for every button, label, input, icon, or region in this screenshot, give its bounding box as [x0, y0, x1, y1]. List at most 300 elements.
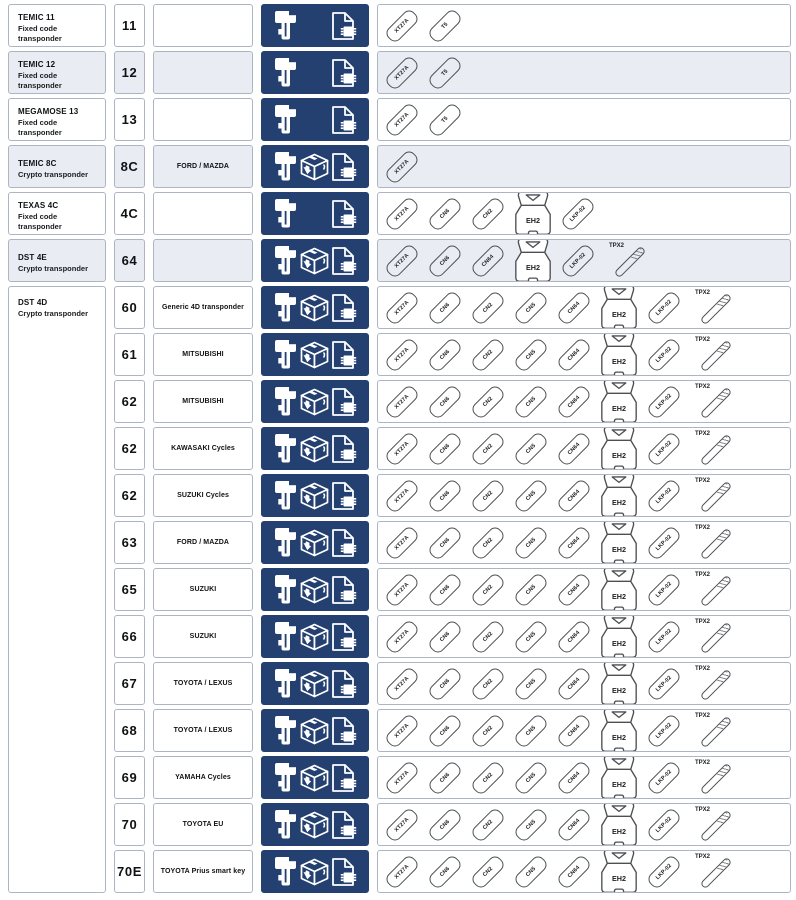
- compatible-chips-cell: [377, 51, 791, 94]
- transponder-code-cell: 11: [114, 4, 145, 47]
- transponder-chip: [424, 51, 466, 94]
- chip-label: EH2: [611, 732, 627, 742]
- package-icon: [299, 341, 330, 369]
- transponder-chip-glass-tube: [686, 474, 740, 517]
- transponder-family-type: Fixed code transponder: [18, 211, 62, 231]
- transponder-code-cell: 70E: [114, 850, 145, 893]
- transponder-code-cell: 61: [114, 333, 145, 376]
- transponder-chip: [467, 192, 509, 235]
- document-chip-icon: [330, 857, 358, 887]
- transponder-chip-electronic-head: [596, 521, 642, 564]
- operations-cell: [261, 239, 369, 282]
- vehicle-cell: YAMAHA Cycles: [153, 756, 253, 799]
- chip-label: XT27A: [384, 665, 421, 702]
- transponder-code-cell: 62: [114, 474, 145, 517]
- chip-label: XT27A: [384, 571, 421, 608]
- chip-label: CN2: [470, 853, 507, 890]
- package-icon: [299, 294, 330, 322]
- transponder-chip: [381, 286, 423, 329]
- transponder-chip: [510, 756, 552, 799]
- vehicle-cell: MITSUBISHI: [153, 380, 253, 423]
- transponder-chip-glass-tube: [686, 850, 740, 893]
- glass-tube-shape-icon: [700, 622, 733, 655]
- chip-label: TPX2: [609, 243, 625, 249]
- transponder-chip: [424, 192, 466, 235]
- transponder-chip-electronic-head: [596, 474, 642, 517]
- chip-label: T5: [427, 54, 464, 91]
- package-icon: [299, 529, 330, 557]
- operations-cell: [261, 145, 369, 188]
- document-chip-icon: [330, 528, 358, 558]
- document-chip-icon: [330, 58, 358, 88]
- transponder-family-name: TEMIC 8C: [18, 158, 57, 168]
- chip-label: CN6: [427, 383, 464, 420]
- package-icon: [299, 811, 330, 839]
- chip-label: EH2: [525, 215, 541, 225]
- transponder-chip: [643, 286, 685, 329]
- transponder-chip: [424, 803, 466, 846]
- chip-label: CN5: [513, 853, 550, 890]
- chip-label: EH2: [611, 450, 627, 460]
- transponder-chip-electronic-head: [596, 803, 642, 846]
- chip-label: LKP-02: [646, 524, 683, 561]
- chip-label: XT27A: [384, 430, 421, 467]
- transponder-chip-glass-tube: [686, 333, 740, 376]
- package-icon: [299, 764, 330, 792]
- key-icon: [272, 621, 299, 652]
- transponder-chip: [643, 709, 685, 752]
- key-icon: [272, 715, 299, 746]
- transponder-chip: [510, 333, 552, 376]
- transponder-chip: [467, 380, 509, 423]
- chip-label: CN5: [513, 430, 550, 467]
- package-icon: [299, 435, 330, 463]
- transponder-chip: [510, 568, 552, 611]
- transponder-chip: [553, 427, 595, 470]
- chip-label: TPX2: [695, 384, 711, 390]
- transponder-chip: [424, 850, 466, 893]
- transponder-chip: [553, 474, 595, 517]
- compatible-chips-cell: [377, 427, 791, 470]
- transponder-chip-glass-tube: [686, 568, 740, 611]
- chip-label: CN6: [427, 336, 464, 373]
- transponder-chip: [424, 380, 466, 423]
- chip-label: EH2: [611, 779, 627, 789]
- transponder-code-cell: 60: [114, 286, 145, 329]
- transponder-chip: [381, 803, 423, 846]
- vehicle-cell: [153, 51, 253, 94]
- key-icon: [272, 57, 299, 88]
- chip-label: XT27A: [384, 853, 421, 890]
- key-icon: [272, 198, 299, 229]
- transponder-family-name: MEGAMOSE 13: [18, 106, 79, 116]
- document-chip-icon: [330, 246, 358, 276]
- chip-label: TPX2: [695, 760, 711, 766]
- key-icon: [272, 856, 299, 887]
- chip-label: EH2: [611, 826, 627, 836]
- transponder-chip-glass-tube: [686, 286, 740, 329]
- transponder-chip-glass-tube: [686, 709, 740, 752]
- glass-tube-shape-icon: [700, 434, 733, 467]
- compatible-chips-cell: [377, 803, 791, 846]
- compatible-chips-cell: [377, 98, 791, 141]
- chip-label: XT27A: [384, 54, 421, 91]
- transponder-chip: [553, 615, 595, 658]
- vehicle-cell: TOYOTA / LEXUS: [153, 662, 253, 705]
- chip-label: CN6: [427, 806, 464, 843]
- transponder-chip: [424, 286, 466, 329]
- transponder-chip: [510, 380, 552, 423]
- transponder-family-cell: [8, 192, 106, 235]
- chip-label: EH2: [611, 873, 627, 883]
- chip-label: CN64: [556, 289, 593, 326]
- transponder-chip: [467, 803, 509, 846]
- glass-tube-shape-icon: [700, 575, 733, 608]
- transponder-chip: [381, 427, 423, 470]
- chip-label: XT27A: [384, 712, 421, 749]
- transponder-family-cell: [8, 239, 106, 282]
- transponder-code-cell: 8C: [114, 145, 145, 188]
- chip-label: LKP-02: [646, 336, 683, 373]
- transponder-chip: [424, 98, 466, 141]
- transponder-family-name: TEXAS 4C: [18, 200, 59, 210]
- document-chip-icon: [330, 387, 358, 417]
- chip-label: TPX2: [695, 572, 711, 578]
- chip-label: XT27A: [384, 806, 421, 843]
- document-chip-icon: [330, 575, 358, 605]
- chip-label: CN6: [427, 571, 464, 608]
- transponder-chip-electronic-head: [596, 333, 642, 376]
- transponder-chip: [643, 850, 685, 893]
- vehicle-cell: [153, 239, 253, 282]
- transponder-chip: [467, 286, 509, 329]
- transponder-chip-glass-tube: [686, 756, 740, 799]
- chip-label: CN6: [427, 289, 464, 326]
- package-icon: [299, 153, 330, 181]
- transponder-chip: [510, 521, 552, 564]
- transponder-chip: [424, 474, 466, 517]
- compatible-chips-cell: [377, 333, 791, 376]
- transponder-chip-glass-tube: [686, 615, 740, 658]
- chip-label: EH2: [611, 356, 627, 366]
- vehicle-cell: FORD / MAZDA: [153, 145, 253, 188]
- glass-tube-shape-icon: [700, 810, 733, 843]
- transponder-chip: [467, 709, 509, 752]
- transponder-chip: [467, 756, 509, 799]
- transponder-chip-glass-tube: [686, 662, 740, 705]
- transponder-family-type: Crypto transponder: [18, 263, 89, 273]
- operations-cell: [261, 192, 369, 235]
- document-chip-icon: [330, 622, 358, 652]
- transponder-chip: [381, 709, 423, 752]
- chip-label: CN6: [427, 242, 464, 279]
- vehicle-cell: Generic 4D transponder: [153, 286, 253, 329]
- transponder-chip-glass-tube: [686, 521, 740, 564]
- document-chip-icon: [330, 810, 358, 840]
- transponder-chip: [381, 474, 423, 517]
- transponder-chip-glass-tube: [686, 803, 740, 846]
- transponder-code-cell: 64: [114, 239, 145, 282]
- chip-label: EH2: [611, 403, 627, 413]
- transponder-chip: [381, 521, 423, 564]
- transponder-chip: [381, 239, 423, 282]
- transponder-chip: [424, 662, 466, 705]
- chip-label: T5: [427, 7, 464, 44]
- transponder-chip: [643, 615, 685, 658]
- operations-cell: [261, 474, 369, 517]
- transponder-chip: [381, 333, 423, 376]
- chip-label: LKP-02: [646, 289, 683, 326]
- transponder-chip: [381, 192, 423, 235]
- operations-cell: [261, 568, 369, 611]
- transponder-chip-glass-tube: [686, 427, 740, 470]
- package-icon: [299, 717, 330, 745]
- transponder-code-cell: 62: [114, 380, 145, 423]
- vehicle-cell: FORD / MAZDA: [153, 521, 253, 564]
- vehicle-cell: TOYOTA / LEXUS: [153, 709, 253, 752]
- transponder-code-cell: 63: [114, 521, 145, 564]
- document-chip-icon: [330, 481, 358, 511]
- transponder-chip-electronic-head: [596, 850, 642, 893]
- chip-label: CN2: [470, 806, 507, 843]
- transponder-chip: [381, 756, 423, 799]
- transponder-code-cell: 4C: [114, 192, 145, 235]
- chip-label: LKP-02: [646, 853, 683, 890]
- transponder-chip: [553, 521, 595, 564]
- package-icon: [299, 858, 330, 886]
- vehicle-cell: MITSUBISHI: [153, 333, 253, 376]
- compatible-chips-cell: [377, 709, 791, 752]
- document-chip-icon: [330, 340, 358, 370]
- transponder-chip: [467, 474, 509, 517]
- transponder-chip: [467, 427, 509, 470]
- chip-label: XT27A: [384, 148, 421, 185]
- chip-label: XT27A: [384, 7, 421, 44]
- transponder-chip: [510, 850, 552, 893]
- transponder-chip-electronic-head: [596, 380, 642, 423]
- chip-label: CN6: [427, 759, 464, 796]
- transponder-chip: [424, 427, 466, 470]
- vehicle-cell: SUZUKI Cycles: [153, 474, 253, 517]
- chip-label: CN64: [556, 571, 593, 608]
- compatible-chips-cell: [377, 286, 791, 329]
- transponder-code-cell: 66: [114, 615, 145, 658]
- transponder-code-cell: 13: [114, 98, 145, 141]
- transponder-chip: [467, 521, 509, 564]
- chip-label: CN64: [556, 336, 593, 373]
- document-chip-icon: [330, 669, 358, 699]
- transponder-chip: [643, 568, 685, 611]
- transponder-family-type: Crypto transponder: [18, 309, 89, 318]
- compatible-chips-cell: [377, 192, 791, 235]
- transponder-chip: [467, 615, 509, 658]
- transponder-code-cell: 70: [114, 803, 145, 846]
- chip-label: CN5: [513, 806, 550, 843]
- transponder-chip-electronic-head: [596, 568, 642, 611]
- operations-cell: [261, 4, 369, 47]
- transponder-family-type: Fixed code transponder: [18, 70, 62, 90]
- document-chip-icon: [330, 293, 358, 323]
- transponder-family-cell: [8, 4, 106, 47]
- transponder-chip: [510, 709, 552, 752]
- transponder-chip: [381, 568, 423, 611]
- transponder-family-type: Crypto transponder: [18, 169, 89, 179]
- operations-cell: [261, 850, 369, 893]
- chip-label: CN2: [470, 430, 507, 467]
- vehicle-cell: TOYOTA Prius smart key: [153, 850, 253, 893]
- chip-label: TPX2: [695, 525, 711, 531]
- transponder-chip: [643, 427, 685, 470]
- chip-label: CN6: [427, 712, 464, 749]
- transponder-chip: [467, 239, 509, 282]
- compatible-chips-cell: [377, 145, 791, 188]
- chip-label: CN5: [513, 383, 550, 420]
- key-icon: [272, 668, 299, 699]
- compatible-chips-cell: [377, 850, 791, 893]
- transponder-chip: [643, 380, 685, 423]
- transponder-chip-electronic-head: [596, 427, 642, 470]
- chip-label: CN5: [513, 759, 550, 796]
- transponder-chip: [510, 662, 552, 705]
- transponder-chip: [643, 756, 685, 799]
- chip-label: LKP-02: [646, 618, 683, 655]
- key-icon: [272, 574, 299, 605]
- transponder-chip: [553, 709, 595, 752]
- transponder-chip: [424, 568, 466, 611]
- compatible-chips-cell: [377, 615, 791, 658]
- compatible-chips-cell: [377, 4, 791, 47]
- compatible-chips-cell: [377, 521, 791, 564]
- transponder-chip: [381, 145, 423, 188]
- transponder-chip: [381, 51, 423, 94]
- chip-label: CN5: [513, 289, 550, 326]
- chip-label: CN2: [470, 759, 507, 796]
- transponder-family-type: Fixed code transponder: [18, 23, 62, 43]
- transponder-chip: [424, 4, 466, 47]
- transponder-chip: [510, 286, 552, 329]
- chip-label: CN6: [427, 618, 464, 655]
- chip-label: CN6: [427, 430, 464, 467]
- key-icon: [272, 762, 299, 793]
- compatible-chips-cell: [377, 474, 791, 517]
- chip-label: CN5: [513, 665, 550, 702]
- vehicle-cell: [153, 192, 253, 235]
- glass-tube-shape-icon: [700, 481, 733, 514]
- chip-label: LKP-02: [560, 195, 597, 232]
- chip-label: CN64: [556, 618, 593, 655]
- chip-label: TPX2: [695, 713, 711, 719]
- transponder-family-name: DST 4D: [18, 298, 48, 307]
- transponder-code-cell: 65: [114, 568, 145, 611]
- chip-label: CN2: [470, 383, 507, 420]
- operations-cell: [261, 662, 369, 705]
- chip-label: CN6: [427, 853, 464, 890]
- transponder-chip-electronic-head: [596, 709, 642, 752]
- operations-cell: [261, 427, 369, 470]
- key-icon: [272, 433, 299, 464]
- chip-label: CN2: [470, 336, 507, 373]
- transponder-code-cell: 62: [114, 427, 145, 470]
- chip-label: CN5: [513, 336, 550, 373]
- transponder-chip-electronic-head: [596, 615, 642, 658]
- transponder-chip-electronic-head: [510, 239, 556, 282]
- transponder-chip: [557, 239, 599, 282]
- transponder-chip: [553, 568, 595, 611]
- transponder-chip: [553, 756, 595, 799]
- transponder-chip: [553, 380, 595, 423]
- document-chip-icon: [330, 11, 358, 41]
- transponder-chip-glass-tube: [600, 239, 654, 282]
- chip-label: CN2: [470, 524, 507, 561]
- chip-label: TPX2: [695, 431, 711, 437]
- vehicle-cell: TOYOTA EU: [153, 803, 253, 846]
- chip-label: CN64: [556, 712, 593, 749]
- vehicle-cell: [153, 98, 253, 141]
- document-chip-icon: [330, 152, 358, 182]
- transponder-chip: [424, 521, 466, 564]
- transponder-family-name: TEMIC 11: [18, 12, 55, 22]
- transponder-code-cell: 67: [114, 662, 145, 705]
- operations-cell: [261, 51, 369, 94]
- chip-label: XT27A: [384, 524, 421, 561]
- chip-label: TPX2: [695, 290, 711, 296]
- chip-label: LKP-02: [560, 242, 597, 279]
- transponder-chip-glass-tube: [686, 380, 740, 423]
- chip-label: CN64: [470, 242, 507, 279]
- document-chip-icon: [330, 199, 358, 229]
- vehicle-cell: SUZUKI: [153, 615, 253, 658]
- chip-label: EH2: [611, 685, 627, 695]
- transponder-chip: [510, 474, 552, 517]
- transponder-chip: [424, 709, 466, 752]
- chip-label: CN5: [513, 571, 550, 608]
- document-chip-icon: [330, 105, 358, 135]
- vehicle-cell: SUZUKI: [153, 568, 253, 611]
- transponder-chip: [510, 427, 552, 470]
- chip-label: CN64: [556, 383, 593, 420]
- operations-cell: [261, 615, 369, 658]
- chip-label: CN5: [513, 477, 550, 514]
- transponder-family-cell: [8, 286, 106, 893]
- glass-tube-shape-icon: [700, 387, 733, 420]
- chip-label: LKP-02: [646, 806, 683, 843]
- transponder-chip: [381, 98, 423, 141]
- transponder-code-cell: 69: [114, 756, 145, 799]
- chip-label: CN6: [427, 477, 464, 514]
- chip-label: LKP-02: [646, 759, 683, 796]
- chip-label: EH2: [611, 309, 627, 319]
- transponder-chip: [510, 803, 552, 846]
- transponder-chip: [467, 850, 509, 893]
- chip-label: CN64: [556, 806, 593, 843]
- chip-label: CN2: [470, 665, 507, 702]
- chip-label: XT27A: [384, 101, 421, 138]
- chip-label: CN2: [470, 618, 507, 655]
- transponder-chip-electronic-head: [596, 662, 642, 705]
- glass-tube-shape-icon: [614, 246, 647, 279]
- compatible-chips-cell: [377, 239, 791, 282]
- transponder-family-cell: [8, 51, 106, 94]
- vehicle-cell: KAWASAKI Cycles: [153, 427, 253, 470]
- compatible-chips-cell: [377, 662, 791, 705]
- chip-label: TPX2: [695, 337, 711, 343]
- glass-tube-shape-icon: [700, 763, 733, 796]
- transponder-chip: [381, 662, 423, 705]
- key-icon: [272, 809, 299, 840]
- transponder-chip: [557, 192, 599, 235]
- key-icon: [272, 151, 299, 182]
- transponder-chip: [553, 286, 595, 329]
